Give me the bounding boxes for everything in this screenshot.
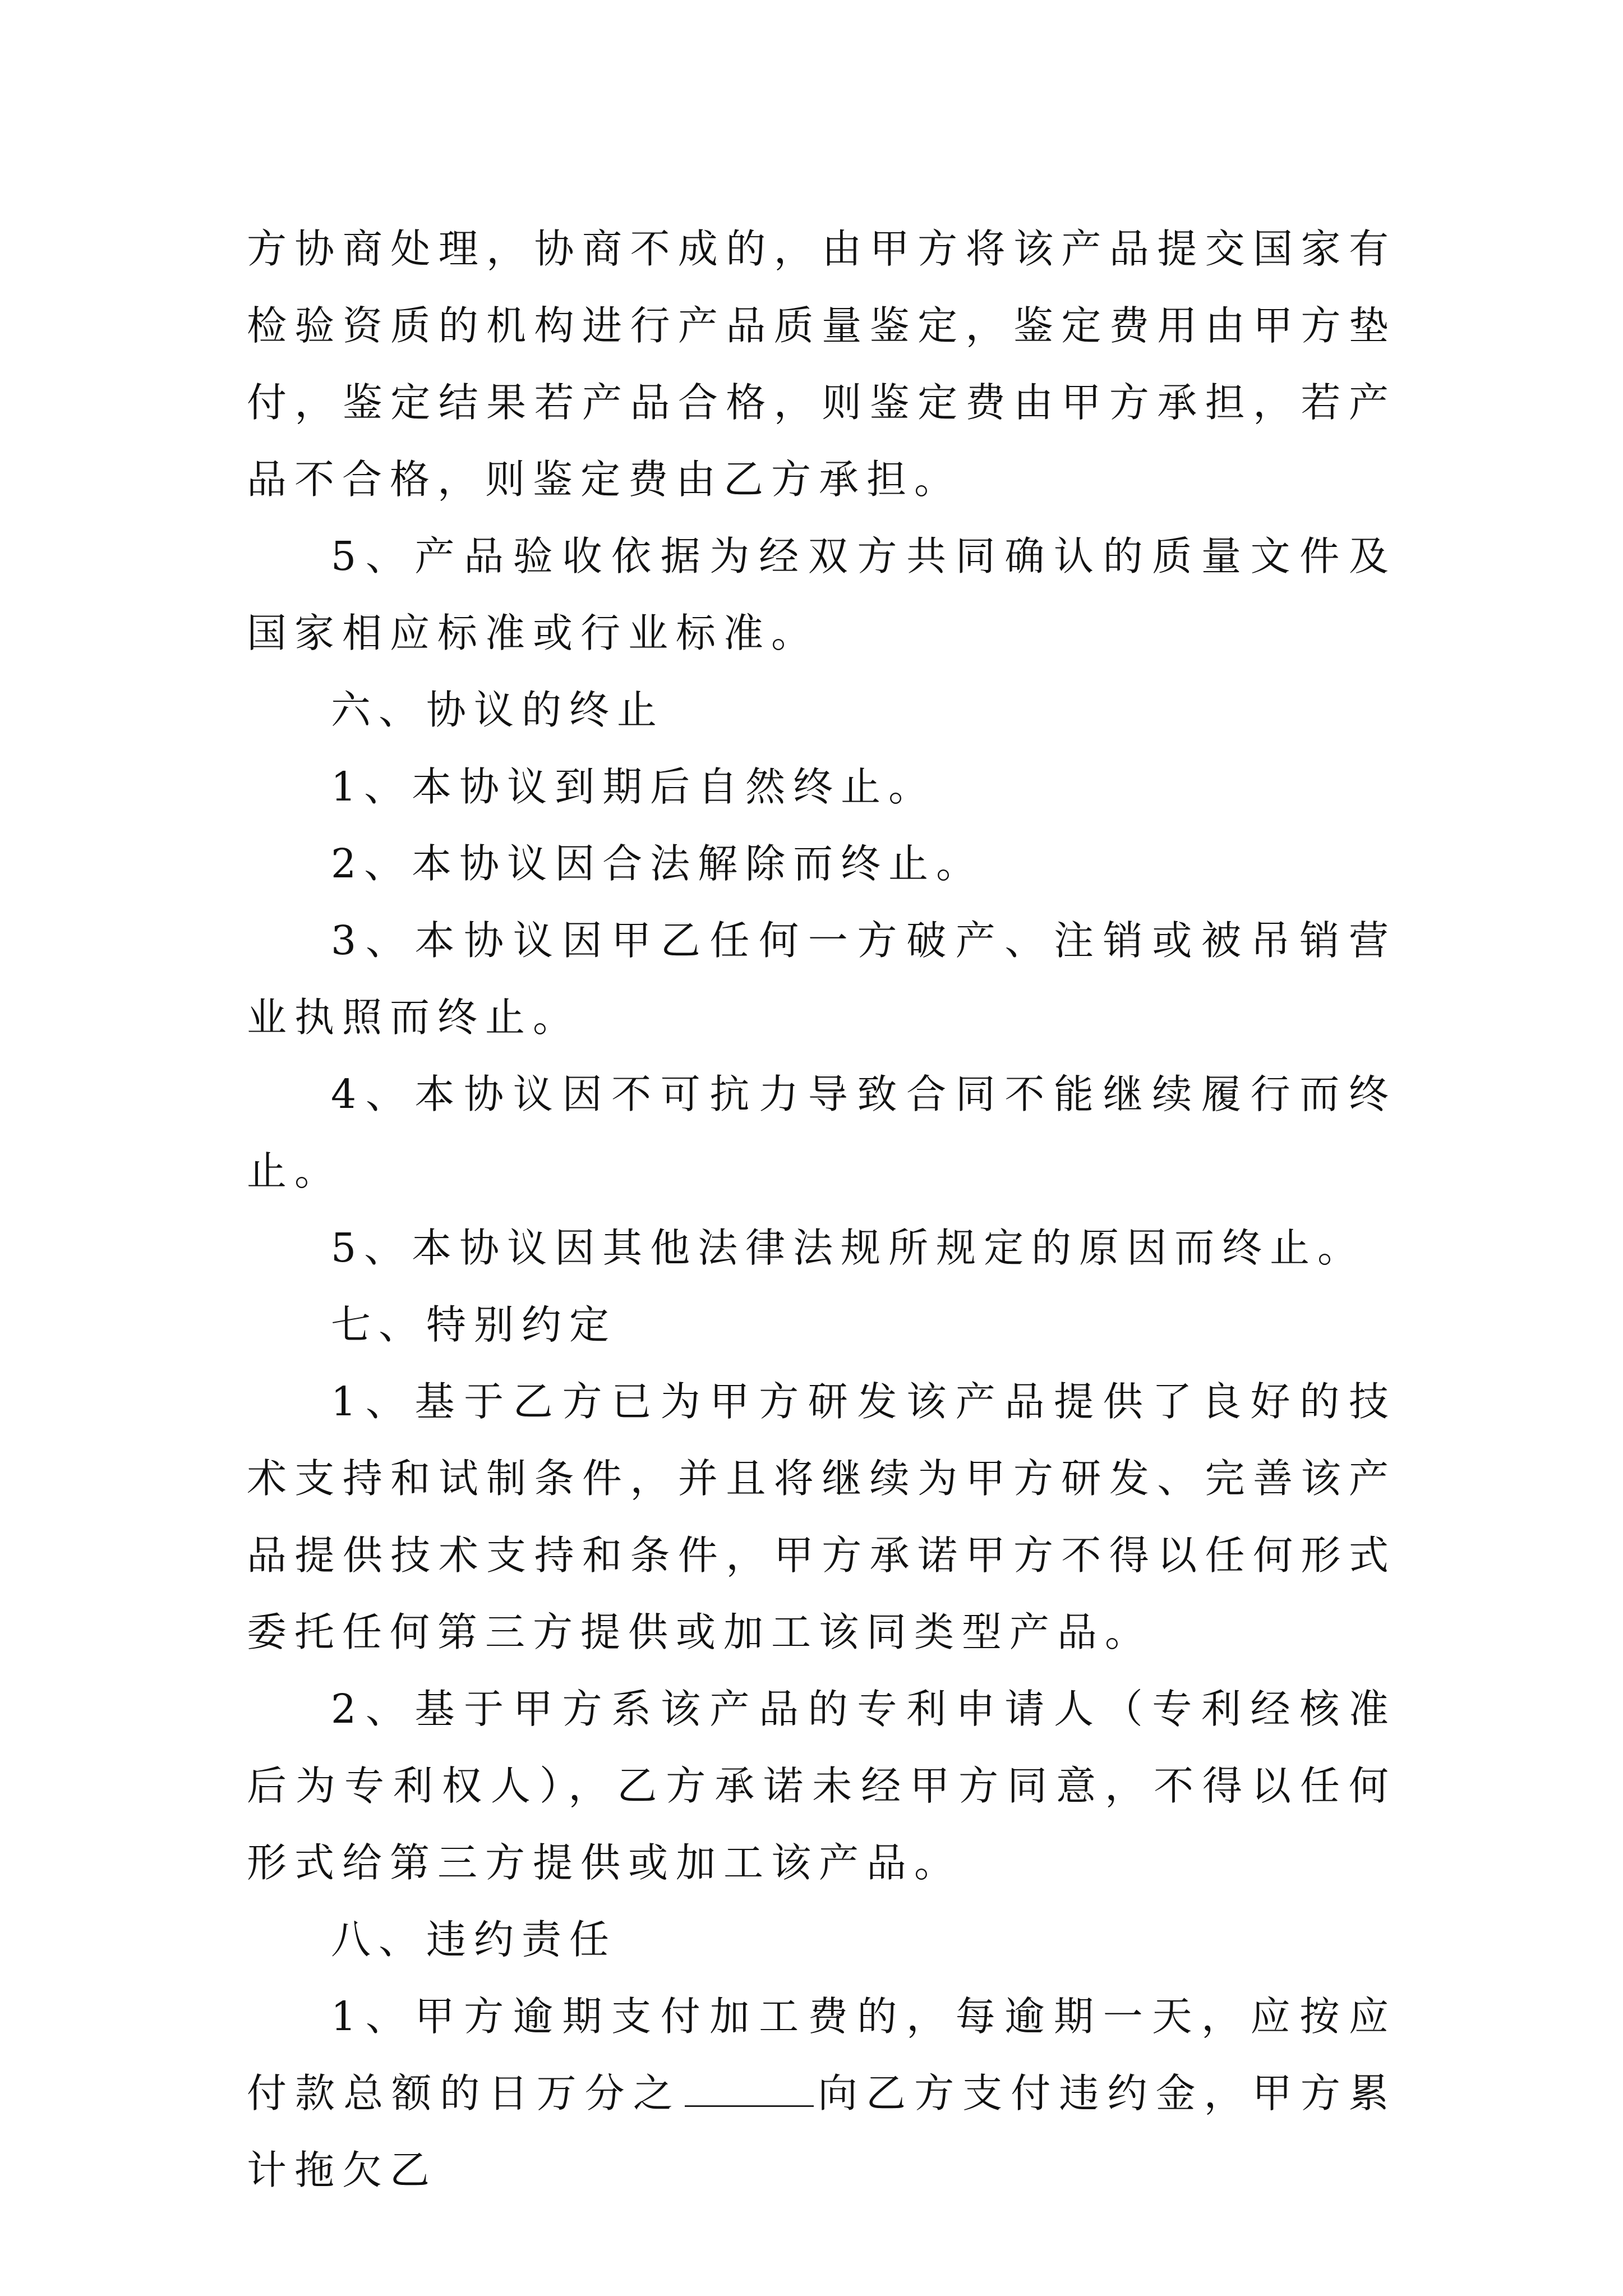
paragraph-special-terms-1: 1、基于乙方已为甲方研发该产品提供了良好的技术支持和试制条件，并且将继续为甲方研发、完善该产品提供技术支持和条件，甲方承诺甲方不得以任何形式委托任何第三方提供或加工该同类型产品。 (247, 1378, 1396, 1655)
paragraph-dispute-resolution: 方协商处理，协商不成的，由甲方将该产品提交国家有检验资质的机构进行产品质量鉴定，鉴定费用由甲方垫付，鉴定结果若产品合格，则鉴定费由甲方承担，若产品不合格，则鉴定费由乙方承担。 (247, 226, 1396, 503)
paragraph-acceptance-basis: 5、产品验收依据为经双方共同确认的质量文件及国家相应标准或行业标准。 (247, 533, 1396, 656)
fill-in-blank (685, 2072, 814, 2107)
liability-text-after-blank: 向乙方支付违约金，甲方累计拖欠乙 (247, 2070, 1396, 2193)
section-heading-liability: 八、违约责任 (331, 1916, 617, 1963)
paragraph-termination-2: 2、本协议因合法解除而终止。 (331, 840, 984, 887)
paragraph-liability-1 (247, 1978, 1396, 2208)
paragraph-termination-4: 4、本协议因不可抗力导致合同不能继续履行而终止。 (247, 1071, 1396, 1194)
paragraph-termination-1: 1、本协议到期后自然终止。 (331, 763, 937, 810)
section-heading-termination: 六、协议的终止 (331, 687, 665, 733)
document-body (247, 210, 1396, 2208)
paragraph-termination-3: 3、本协议因甲乙任何一方破产、注销或被吊销营业执照而终止。 (247, 917, 1396, 1041)
liability-text-before-blank: 1、甲方逾期支付加工费的，每逾期一天，应按应付款总额的日万分之 (247, 1993, 1396, 2116)
paragraph-special-terms-2: 2、基于甲方系该产品的专利申请人（专利经核准后为专利权人），乙方承诺未经甲方同意，不得以任何形式给第三方提供或加工该产品。 (247, 1686, 1396, 1886)
paragraph-termination-5: 5、本协议因其他法律法规所规定的原因而终止。 (331, 1225, 1366, 1271)
section-heading-special-terms: 七、特别约定 (331, 1301, 617, 1348)
